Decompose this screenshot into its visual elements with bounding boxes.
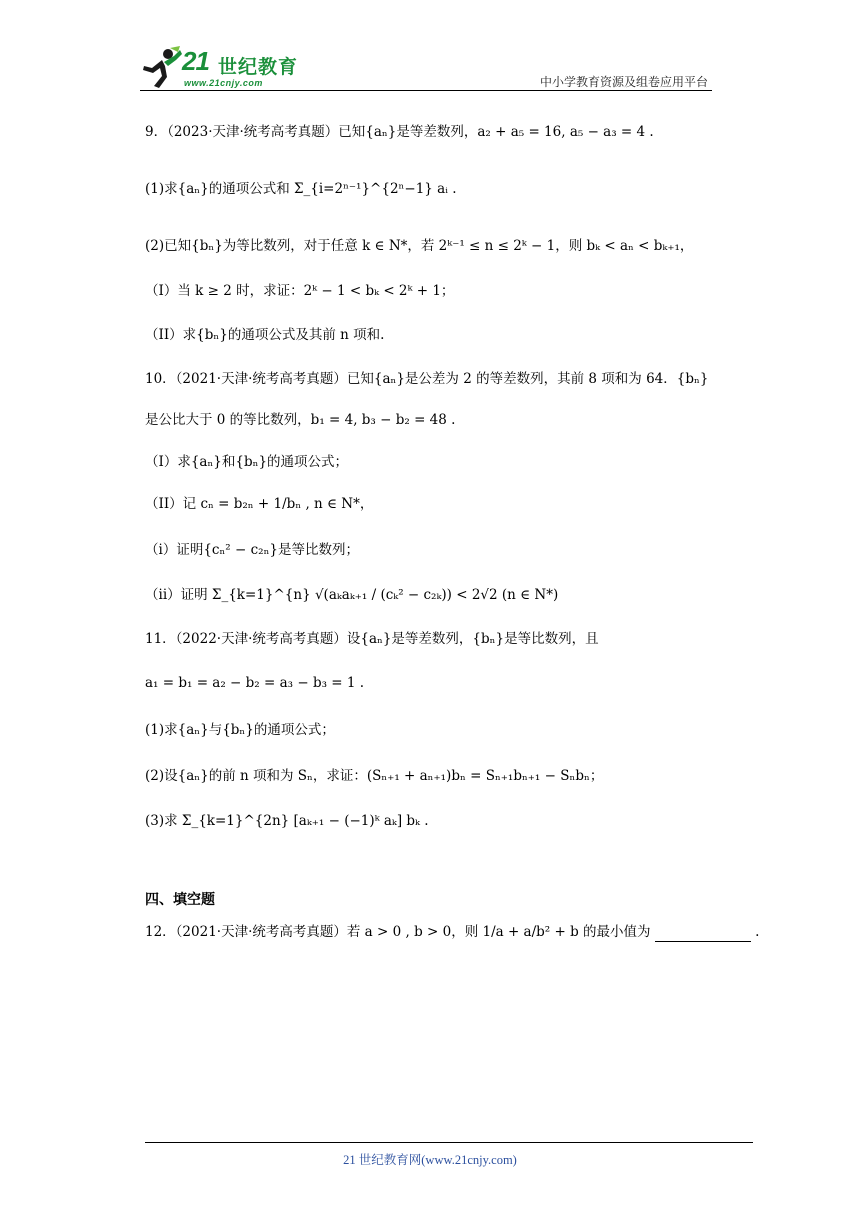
problem-10-part-ii-i: （i）证明{cₙ² − c₂ₙ}是等比数列； [145,542,360,558]
problem-11-part-2: (2)设{aₙ}的前 n 项和为 Sₙ，求证：(Sₙ₊₁ + aₙ₊₁)bₙ = Sₙ₊₁bₙ₊₁ − Sₙbₙ； [145,768,604,784]
problem-11-part-3: (3)求 Σ_{k=1}^{2n} [aₖ₊₁ − (−1)ᵏ aₖ] bₖ . [145,813,429,829]
header-divider [140,90,712,91]
section-title: 四、填空题 [145,892,215,908]
problem-10-stem-cont: 是公比大于 0 的等比数列，b₁ = 4, b₃ − b₂ = 48 . [145,412,456,428]
platform-name: 中小学教育资源及组卷应用平台 [539,75,708,89]
problem-10-part-i: （I）求{aₙ}和{bₙ}的通项公式； [145,454,349,470]
problem-9-part-2: (2)已知{bₙ}为等比数列，对于任意 k ∈ N*，若 2ᵏ⁻¹ ≤ n ≤ 2ᵏ − 1，则 bₖ < aₙ < bₖ₊₁， [145,238,694,254]
problem-11-stem: 11．（2022·天津·统考高考真题）设{aₙ}是等差数列，{bₙ}是等比数列，且 [145,631,599,647]
footer-text: 21 世纪教育网(www.21cnjy.com) [343,1153,517,1167]
problem-9-part-1: (1)求{aₙ}的通项公式和 Σ_{i=2ⁿ⁻¹}^{2ⁿ−1} aᵢ . [145,181,457,197]
logo-url: www.21cnjy.com [184,78,263,88]
footer-divider [145,1142,753,1143]
problem-10-stem: 10．（2021·天津·统考高考真题）已知{aₙ}是公差为 2 的等差数列，其前 8 项和为 64．{bₙ} [145,371,709,387]
problem-12-period: . [755,924,760,940]
problem-12-stem [145,922,759,942]
problem-9-part-2-ii: （II）求{bₙ}的通项公式及其前 n 项和. [145,327,385,343]
problem-12-text: 12．（2021·天津·统考高考真题）若 a > 0 , b > 0，则 1/a + a/b² + b 的最小值为 [145,924,651,940]
runner-icon [140,46,184,90]
problem-9-part-2-i: （I）当 k ≥ 2 时，求证：2ᵏ − 1 < bₖ < 2ᵏ + 1； [145,283,455,299]
problem-11-condition: a₁ = b₁ = a₂ − b₂ = a₃ − b₃ = 1 . [145,675,365,691]
problem-10-part-ii: （II）记 cₙ = b₂ₙ + 1/bₙ , n ∈ N*， [145,496,374,512]
problem-9-stem: 9．（2023·天津·统考高考真题）已知{aₙ}是等差数列，a₂ + a₅ = 16, a₅ − a₃ = 4 . [145,124,654,140]
problem-11-part-1: (1)求{aₙ}与{bₙ}的通项公式； [145,722,335,738]
answer-blank[interactable] [655,927,751,942]
logo-name: 世纪教育 [218,56,299,78]
logo-number: 21 [182,46,209,76]
problem-10-part-ii-ii: （ii）证明 Σ_{k=1}^{n} √(aₖaₖ₊₁ / (cₖ² − c₂ₖ)) < 2√2 (n ∈ N*) [145,587,559,603]
